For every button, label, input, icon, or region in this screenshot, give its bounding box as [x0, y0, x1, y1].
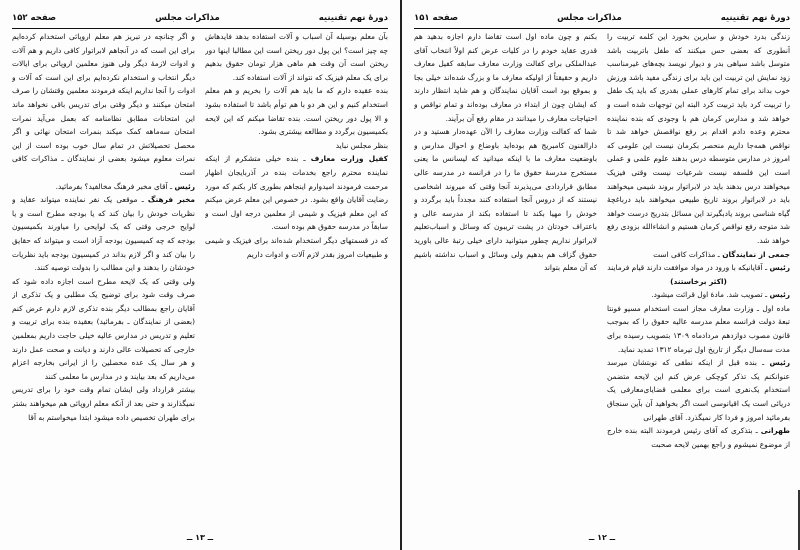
- paragraph: بنظر مجلس نباید: [335, 140, 388, 150]
- speaker-name: رئیس: [769, 263, 790, 273]
- column-left: [414, 30, 597, 528]
- folio-number: ــ ۱۲ ــ: [588, 533, 616, 542]
- paragraph: (اکثر برخاستند): [670, 276, 727, 286]
- page-right: [400, 0, 800, 550]
- paragraph: ماده اول ـ وزارت معارف مجاز است استخدام مسیو فونتا تبعهٔ دولت فرانسه معلم مدرسه عالیه حقوق را که بموجب قانون مصوب دوازدهم مردادماه ۱۳۰۹ بتصویب رسیده برای مدت سه‌سال دیگر از تاریخ اول تیرماه ۱۳۱۲ تمدید نماید.: [607, 303, 790, 354]
- speaker-paragraph: رئیس ـ تصویب شد. مادهٔ اول قرائت میشود.: [651, 290, 790, 300]
- speaker-paragraph: طهرانی ـ بتذکری که آقای رئیس فرمودند البته بنده خارج از موضوع نمیشوم و راجع بهمین لایحه صحبت: [607, 426, 790, 449]
- column-left: [12, 30, 195, 528]
- speaker-paragraph: مخبر فرهنگ ـ موقعی یک نفر نماینده میتواند عقاید و نظریات خودش را بیان کند که یا بودجه مطرح است و یا لوایح خرجی وقتی که یک لوایحی را میاورند بکمیسیون بودجه که چه کمیسیون بودجه آزاد است و میتواند که حقایق را بیان کند و اگر لازم بداند در کمیسیون بودجه باید نظریات خودشان را بدهند و این مطالب را بدولت توصیه کنند.: [12, 195, 195, 273]
- paragraph: بیشتر قرارداد ولی ایشان تمام وقت خود را برای تدریس نمیگذارند و حتی بعد از آنکه معلم اروپائی هم میخواهند بشتر برای طهران تخصیص داده میشود ابتدا میخواستم به آقا: [12, 385, 195, 422]
- paragraph: بنده عقیده دارم که ما باید هم آلات را بخریم و هم معلم استخدام کنیم و این هر دو با هم توأم باشد تا استفاده بشود و الا پول دور ریختن است. بنده تقاضا میکنم که این لایحه بکمیسیون برگردد و مطالعه بیشتری بشود.: [205, 86, 388, 137]
- speaker-name: جمعی از نمایندگان: [722, 249, 790, 259]
- speaker-name: رئیس: [174, 181, 195, 191]
- speaker-name: رئیس: [769, 358, 790, 368]
- paragraph: شما که کفالت وزارت معارف را الآن عهده‌دار هستید و در دارالفنون کامبریج هم بوده‌اید باوضاع و احوال مدارس و باوضعیت معارف ما با اینکه میدانید که لیسانس ما یعنی مستخرج مدرسهٔ حقوق ما را در فرانسه در مدرسه عالی مطابق قراردادی می‌پذیرند آنجا وقتی که میروند اشخاصی نیستند که از دروس آنجا استفاده کنند مجدداً باید برگردد و خودش را مهیا بکند تا استفاده بکند از مدرسه عالی و باعتراف خودتان در پشت تریبون که وسائل و اسباب‌تعلیم لابراتوار نداریم چطور میتوانید دارای خیلی رتبهٔ عالی باورید حقوق گزاف هم بدهیم ولی وسائل و اسباب نداشته باشیم که آن معلم بتواند: [414, 127, 597, 273]
- column-right: [205, 30, 388, 528]
- speaker-paragraph: رئیس ـ آقای مخبر فرهنگ مخالفید؟ بفرمائید.: [55, 181, 195, 191]
- session-label: دورهٔ نهم تقنینیه: [318, 13, 388, 23]
- page-header: [12, 10, 388, 29]
- column-right: [607, 30, 790, 528]
- paragraph: که در قسمتهای دیگر استخدام شده‌اند برای فیزیک و شیمی و طبیعیات امروز بقدر لازم آلات و ادوات داریم: [205, 235, 388, 259]
- paragraph: بکنم و چون ماده اول است تقاضا دارم اجازه بدهید هم قدری عقاید خودم را در کلیات عرض کنم اولاً انتخاب آقای عبدالملکی برای کفالت وزارت معارف سابقه کفیل معارف داریم و حقیقتاً از اولیکه معارف ما و بزرگ شده‌اند خیلی بجا و بموقع بود است آقایان نمایندگان و هم شاید انتظار دارند که ایشان چون از ابتداء در معارف بوده‌اند و تمام نواقص و احتیاجات معارف را میدانند در مقام رفع آن برآیند.: [414, 32, 597, 123]
- page-number-label: صفحه ۱۵۱: [414, 13, 459, 23]
- page-header: [414, 10, 790, 29]
- paragraph: ولی وقتی که یک لایحه مطرح است اجازه داده شود که صرف وقت شود برای توضیح یک مطلبی و یک تذکری از آقایان راجع بمطالب دیگر بنده تذکری لازم دارم عرض کنم (بعضی از نمایندگان ـ بفرمائید) بعقیده بنده برای تربیت و تعلیم و تدریس در مدارس عالیه خیلی حاجت داریم بمعلمین خارجی که تحصیلات عالی دارند و دیانت و صحت عمل دارند و هر سال یک عده محصلین را از ایرانی بخارجه اعزام می‌داریم که بعد بیایند و در مدارس ما معلمی کنند: [12, 276, 195, 381]
- paragraph: و اگر چنانچه در تبریز هم معلم اروپائی استخدام کرده‌ایم برای این است که در آنجاهم لابراتوار کافی داریم و هم آلات و ادوات لازمهٔ دیگر ولی هنوز معلمین اروپائی برای ایالات دیگر انتخاب و استخدام نکرده‌ایم برای این است که آلات و ادوات را آنجا نداریم اینکه فرمودند معلمین وقتشان را صرف امتحان میکنند و دیگر وقتی برای تدریس باقی نخواهد ماند این امتحانات مطابق نظامنامه که بعمل می‌آید نمرات امتحان سه‌ماهه کمک میکند بنمرات امتحان نهائی و اگر محصل تحصیلاتش در تمام سال خوب بوده است از این نمرات معلوم میشود بعضی از نمایندگان ـ مذاکرات کافی است: [12, 32, 195, 177]
- text-columns: [12, 30, 388, 528]
- speaker-name: مخبر فرهنگ: [147, 195, 195, 205]
- speaker-paragraph: رئیس ـ آقایانیکه با ورود در مواد موافقت دارند قیام فرمایند: [607, 263, 790, 273]
- speaker-paragraph: کفیل وزارت معارف ـ بنده خیلی متشکرم از اینکه نماینده محترم راجع بخدمات بنده در آذربایجان اظهار مرحمت فرمودند امیدوارم اینجاهم بطوری کار بکنم که مورد رضایت آقایان واقع بشود. در خصوص این معلم عرض میکنم که این معلم فیزیک و شیمی از معلمین درجه اول است و سابقاً در مدرسه حقوق هم بوده است.: [205, 154, 388, 232]
- header-title: مذاکرات مجلس: [557, 13, 622, 23]
- speaker-name: طهرانی: [760, 426, 790, 436]
- speaker-paragraph: جمعی از نمایندگان ـ مذاکرات کافی است: [653, 249, 790, 259]
- paragraph: بآن معلم بوسیله آن اسباب و آلات استفاده بدهد فایدهاش چه چیز است؟ این پول دور ریختن است این مطالبا اینها دور ریختن است آن وقت هم ماهی هزار تومان حقوق بدهیم برای یک معلم فیزیک که نتواند از آلات استفاده کند.: [205, 32, 388, 82]
- speaker-paragraph: رئیس ـ بنده قبل از اینکه نطقی که نوبتشان میرسد عنوانکنم یک تذکر کوچکی عرض کنم این لایحه متضمن استخدام یک‌نفری است برای معلمی قضایای‌معارفی یک دریائی است یک اقیانوسی است اگر بخواهید آن بآین سنجاق بفرمائید امروز و فردا کار نمیگذرد. آقای طهرانی: [607, 358, 790, 422]
- text-columns: [414, 30, 790, 528]
- paragraph: زندگی بدرد خودش و سایرین بخورد این کلمه تربیت را آنطوری که بعضی حس میکنند که طفل باتربیت باشد متوسل باشد سیاهی بدر و دیوار نویسد بچه‌های غیرمناسب زود نمایش این تربیت این باید برای زندگی مفید باشد ورزش خوب بداند برای تمام کارهای عملی بقدری که باید یک طفل را تربیت کرد باید تربیت کرد البته این توجهات شده است و خواهد شد و مدارس کرمان هم با وجودی که بنده نماینده محترم وعده دادم اقدام بر رفع نواقصش خواهد شد تا نواقص همه‌جا داریم منحصر بکرمان نیست این علومی که امروز در مدارس متوسطه درس بدهند علوم علمی و عملی است این فلسفه نیست شرعیات نیست وقتی فیزیک میخواهند درس بدهند باید در لابراتوار بروند شیمی میخواهند باید در لابراتوار بروند تاریخ طبیعی میخواهند باید درباغچهٔ گیاه شناسی بروند یادبگیرند این مسائل بتدریج درست خواهد شد متوجه رفع نواقص کرمان هستیم و انشاءالله بزودی رفع خواهد شد.: [607, 32, 790, 245]
- header-title: مذاکرات مجلس: [155, 13, 220, 23]
- session-label: دورهٔ نهم تقنینیه: [720, 13, 790, 23]
- page-number-label: صفحه ۱۵۲: [12, 13, 57, 23]
- speaker-name: کفیل وزارت معارف: [310, 154, 388, 164]
- folio-number: ــ ۱۳ ــ: [186, 533, 214, 542]
- speaker-name: رئیس: [769, 290, 790, 300]
